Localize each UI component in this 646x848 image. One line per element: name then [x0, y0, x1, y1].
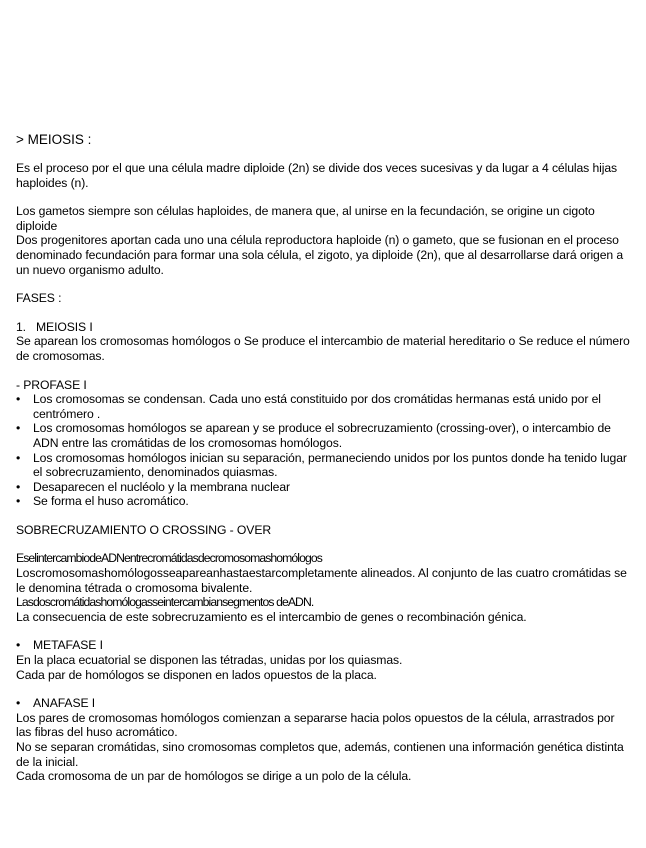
phases-label: FASES : [16, 291, 62, 306]
crossing-over-line-3: Lasdoscromátidashomólogasseintercambiansegmentos deADN. [16, 595, 314, 610]
meiosis1-title: MEIOSIS I [36, 319, 93, 334]
meiosis1-number: 1. [16, 319, 26, 334]
anaphase-title: • ANAFASE I [16, 696, 630, 711]
list-item: • Desaparecen el nucléolo y la membrana nuclear [16, 480, 630, 495]
anaphase-line-2: No se separan cromátidas, sino cromosomas completos que, además, contienen una información genética distinta de la inicial. [16, 740, 624, 769]
prophase-list [16, 392, 630, 509]
crossing-over-line-2: Loscromosomashomólogosseapareanhastaestarcompletamente alineados. Al conjunto de las cuatro cromátidas se le denomina tétrada o cromosoma bivalente. [16, 566, 627, 595]
anaphase-line-3: Cada cromosoma de un par de homólogos se dirige a un polo de la célula. [16, 769, 412, 784]
crossing-over-line-4: La consecuencia de este sobrecruzamiento es el intercambio de genes o recombinación génica. [16, 609, 527, 624]
meiosis-title: > MEIOSIS : [16, 132, 92, 147]
crossing-over-line-1: EselintercambiodeADNentrecromátidasdecromosomashomólogos [16, 551, 322, 566]
metaphase-line-1: En la placa ecuatorial se disponen las tétradas, unidas por los quiasmas. [16, 653, 403, 668]
meiosis1-heading [16, 320, 630, 335]
metaphase-line-2: Cada par de homólogos se disponen en lados opuestos de la placa. [16, 667, 377, 682]
anaphase-line-1: Los pares de cromosomas homólogos comienzan a separarse hacia polos opuestos de la célula, arrastrados por las fibras del huso acromático. [16, 710, 615, 740]
meiosis1-description: Se aparean los cromosomas homólogos o Se produce el intercambio de material hereditario o Se reduce el número de cromosomas. [16, 334, 630, 363]
prophase-title: - PROFASE I [16, 377, 87, 392]
list-item: • Los cromosomas se condensan. Cada uno está constituido por dos cromátidas hermanas está unido por el centrómero . [16, 392, 630, 421]
crossing-over-title: SOBRECRUZAMIENTO O CROSSING - OVER [16, 522, 272, 537]
gametes-paragraph-1: Los gametos siempre son células haploides, de manera que, al unirse en la fecundación, se origine un cigoto diploide [16, 204, 595, 233]
meiosis-intro: Es el proceso por el que una célula madre diploide (2n) se divide dos veces sucesivas y da lugar a 4 células hijas haploides (n). [16, 161, 618, 190]
gametes-paragraph-2: Dos progenitores aportan cada uno una célula reproductora haploide (n) o gameto, que se fusionan en el proceso denominado fecundación para formar una sola célula, el zigoto, ya diploide (2n), que al desarrollarse dará origen a un nuevo organismo adulto. [16, 233, 624, 277]
metaphase-title: • METAFASE I [16, 638, 630, 653]
list-item: • Los cromosomas homólogos inician su separación, permaneciendo unidos por los puntos donde ha tenido lugar el sobrecruzamiento, denominados quiasmas. [16, 451, 630, 480]
list-item: • Los cromosomas homólogos se aparean y se produce el sobrecruzamiento (crossing-over), o intercambio de ADN entre las cromátidas de los cromosomas homólogos. [16, 421, 630, 450]
document-page [16, 132, 630, 784]
list-item: • Se forma el huso acromático. [16, 494, 630, 509]
